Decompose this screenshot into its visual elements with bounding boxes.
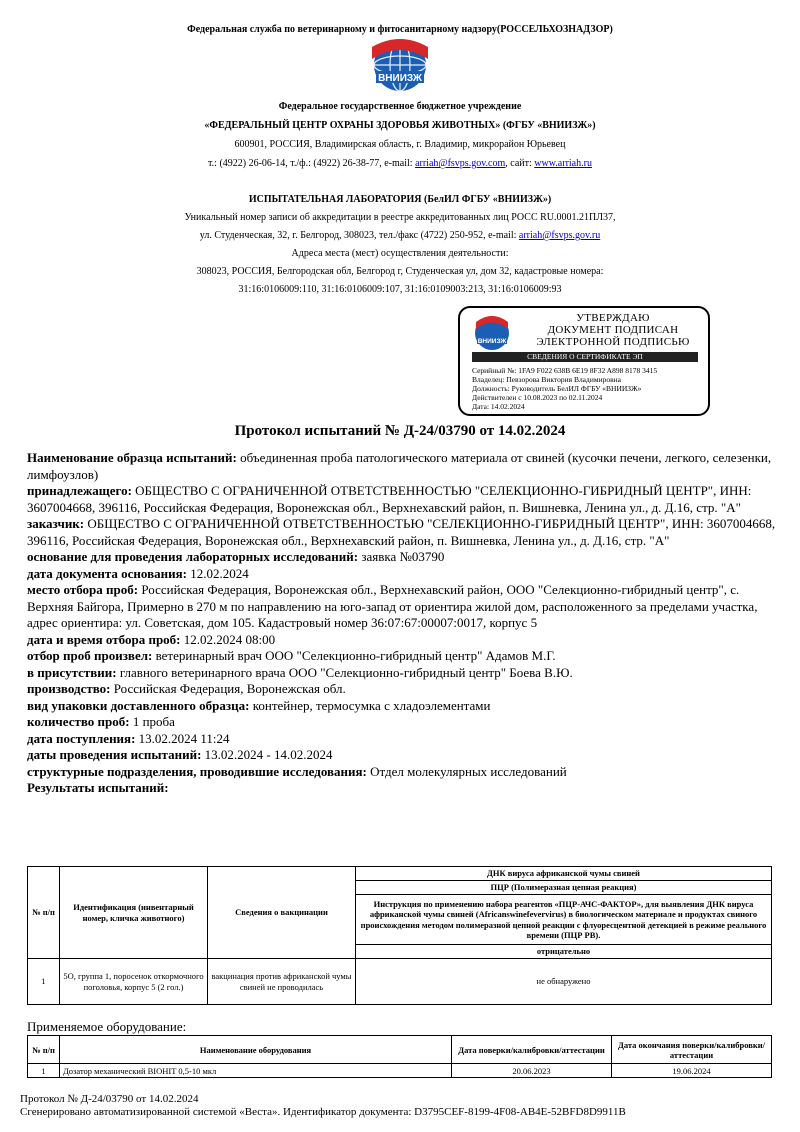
stamp-signature: ЭЛЕКТРОННОЙ ПОДПИСЬЮ [536, 336, 690, 348]
eq-col-num: № п/п [28, 1036, 60, 1064]
field-sampling-datetime [27, 632, 777, 649]
field-label: принадлежащего: [27, 483, 132, 498]
field-basis-date [27, 566, 777, 583]
institution-type: Федеральное государственное бюджетное учреждение [278, 101, 522, 112]
institution-contacts [0, 158, 800, 170]
stamp-serial: Серийный №: 1FA9 F022 638B 6E19 8F32 A898 8178 3415 [472, 366, 658, 375]
row-result: не обнаружено [356, 959, 772, 1005]
col-id-header: Идентификация (инвентарный номер, кличка животного) [60, 867, 208, 959]
field-label: производство: [27, 681, 111, 696]
field-value: ОБЩЕСТВО С ОГРАНИЧЕННОЙ ОТВЕТСТВЕННОСТЬЮ "СЕЛЕКЦИОННО-ГИБРИДНЫЙ ЦЕНТР", ИНН: 3607004668, 396116, Российская Федерация, Воронежская обл., Верхнехавский район, п. Вишневка, Ленина ул., д. Д.16, стр. "А" [27, 483, 752, 515]
activity-address: 308023, РОССИЯ, Белгородская обл, Белгород г, Студенческая ул, дом 32, кадастровые номера: [196, 266, 604, 277]
field-owner [27, 483, 777, 516]
eq-row-date: 20.06.2023 [452, 1064, 612, 1078]
field-received-date [27, 731, 777, 748]
results-table [27, 866, 772, 1005]
eq-col-name: Наименование оборудования [60, 1036, 452, 1064]
table-row [28, 1064, 772, 1078]
col-vacc-header: Сведения о вакцинации [208, 867, 356, 959]
stamp-valid: Действителен с 10.08.2023 по 02.11.2024 [472, 393, 603, 402]
stamp-logo [472, 314, 512, 352]
field-sampling-place [27, 582, 777, 632]
field-label: Результаты испытаний: [27, 780, 169, 795]
cadastral-numbers: 31:16:0106009:110, 31:16:0106009:107, 31:16:0109003:213, 31:16:0106009:93 [238, 284, 562, 295]
field-value: объединенная проба патологического материала от свиней (кусочки печени, легкого, селезенки, лимфоузлов) [27, 450, 772, 482]
row-id: 5О, группа 1, поросенок откормочного поголовья, корпус 5 (2 гол.) [60, 959, 208, 1005]
field-label: дата поступления: [27, 730, 136, 746]
institution-email-link[interactable]: arriah@fsvps.gov.com [415, 158, 506, 169]
field-value: 13.02.2024 11:24 [135, 730, 230, 746]
institution-logo [364, 37, 436, 95]
field-customer [27, 516, 777, 549]
lab-address-text: ул. Студенческая, 32, г. Белгород, 308023, тел./факс (4722) 250-952, e-mail: [199, 230, 519, 241]
institution-name: «ФЕДЕРАЛЬНЫЙ ЦЕНТР ОХРАНЫ ЗДОРОВЬЯ ЖИВОТНЫХ» (ФГБУ «ВНИИЗЖ») [204, 120, 596, 131]
lab-address [0, 230, 800, 242]
table-row [28, 959, 772, 1005]
eq-row-num: 1 [28, 1064, 60, 1078]
footer-protocol: Протокол № Д-24/03790 от 14.02.2024 [20, 1093, 199, 1105]
field-value: 12.02.2024 [186, 565, 249, 581]
field-label: дата документа основания: [27, 565, 187, 581]
equipment-label: Применяемое оборудование: [27, 1019, 187, 1034]
institution-address: 600901, РОССИЯ, Владимирская область, г. Владимир, микрорайон Юрьевец [234, 139, 566, 150]
activity-places-label: Адреса места (мест) осуществления деятельности: [291, 248, 509, 259]
field-label: количество проб: [27, 714, 130, 729]
field-value: Российская Федерация, Воронежская обл., Верхнехавский район, ООО "Селекционно-гибридный центр", с. Верхняя Байгора, Примерно в 270 м по направлению на юго-запад от ориентира жилой дом, расположенного за пределами участка, адрес ориентира: ул. Советская, дом 105. Кадастровый номер 36:07:67:00007:0017, корпус 5 [27, 582, 758, 630]
field-label: место отбора проб: [27, 582, 139, 597]
field-production [27, 681, 777, 698]
protocol-title: Протокол испытаний № Д-24/03790 от 14.02.2024 [234, 423, 566, 439]
field-value: 12.02.2024 08:00 [180, 631, 276, 647]
footer-generated: Сгенерировано автоматизированной системой «Веста». Идентификатор документа: D3795CEF-8199-4F08-AB4E-52BFD8D9911B [20, 1106, 626, 1118]
field-value: 13.02.2024 - 14.02.2024 [201, 747, 333, 762]
stamp-owner: Владелец: Певзорова Виктория Владимировна [472, 375, 621, 384]
field-in-presence [27, 665, 777, 682]
field-value: заявка №03790 [358, 549, 445, 564]
field-value: ветеринарный врач ООО "Селекционно-гибридный центр" Адамов М.Г. [152, 648, 556, 663]
stamp-logo-text: ВНИИЗЖ [477, 338, 507, 345]
field-label: вид упаковки доставленного образца: [27, 697, 250, 713]
stamp-position: Должность: Руководитель БелИЛ ФГБУ «ВНИИЗЖ» [472, 384, 642, 393]
method-header: ПЦР (Полимеразная цепная реакция) [356, 881, 772, 895]
lab-accreditation: Уникальный номер записи об аккредитации в реестре аккредитованных лиц РОСС RU.0001.21ПЛ37, [184, 212, 616, 223]
stamp-signed: ДОКУМЕНТ ПОДПИСАН [547, 324, 679, 336]
field-value: ОБЩЕСТВО С ОГРАНИЧЕННОЙ ОТВЕТСТВЕННОСТЬЮ "СЕЛЕКЦИОННО-ГИБРИДНЫЙ ЦЕНТР", ИНН: 3607004668, 396116, Российская Федерация, Воронежская обл., Верхнехавский район, п. Вишневка, Ленина ул., д. Д.16, стр. "А" [27, 516, 776, 548]
row-vacc: вакцинация против африканской чумы свиней не проводилась [208, 959, 356, 1005]
eq-col-end: Дата окончания поверки/калибровки/аттестации [612, 1036, 772, 1064]
field-label: Наименование образца испытаний: [27, 450, 237, 465]
field-sample-name [27, 450, 777, 483]
field-label: заказчик: [27, 516, 85, 531]
field-label: дата и время отбора проб: [27, 631, 181, 647]
contacts-text: т.: (4922) 26-06-14, т./ф.: (4922) 26-38-77, e-mail: [208, 158, 416, 169]
stamp-approve: УТВЕРЖДАЮ [576, 312, 650, 324]
results-heading [27, 780, 777, 797]
lab-title: ИСПЫТАТЕЛЬНАЯ ЛАБОРАТОРИЯ (БелИЛ ФГБУ «ВНИИЗЖ») [248, 194, 552, 205]
footer [20, 1093, 626, 1119]
equipment-table [27, 1035, 772, 1078]
instruction-header: Инструкция по применению набора реагентов «ПЦР-АЧС-ФАКТОР», для выявления ДНК вируса африканской чумы свиней (Africanswinefevervirus) в биологическом материале и продуктах свиного происхождения методом полимеразной цепной реакции с флуоресцентной детекцией в режиме реального времени (ПЦР РВ). [356, 895, 772, 945]
stamp-title [520, 312, 706, 348]
institution-site-link[interactable]: www.arriah.ru [534, 158, 592, 169]
field-packaging [27, 698, 777, 715]
field-label: даты проведения испытаний: [27, 747, 202, 762]
field-label: основание для проведения лабораторных исследований: [27, 549, 359, 564]
norm-header: отрицательно [356, 945, 772, 959]
field-basis [27, 549, 777, 566]
col-num-header: № п/п [28, 867, 60, 959]
stamp-cert-bar: СВЕДЕНИЯ О СЕРТИФИКАТЕ ЭП [472, 352, 698, 362]
field-value: 1 проба [129, 714, 175, 729]
eq-col-date: Дата поверки/калибровки/аттестации [452, 1036, 612, 1064]
field-value: Российская Федерация, Воронежская обл. [110, 681, 346, 696]
field-departments [27, 764, 777, 781]
sample-fields [27, 450, 777, 797]
field-label: структурные подразделения, проводившие исследования: [27, 763, 367, 779]
field-test-dates [27, 747, 777, 764]
test-name-header: ДНК вируса африканской чумы свиней [356, 867, 772, 881]
row-num: 1 [28, 959, 60, 1005]
field-label: в присутствии: [27, 664, 117, 680]
eq-row-name: Дозатор механический BIOHIT 0,5-10 мкл [60, 1064, 452, 1078]
field-sampled-by [27, 648, 777, 665]
stamp-date: Дата: 14.02.2024 [472, 402, 525, 411]
field-label: отбор проб произвел: [27, 648, 153, 663]
field-value: контейнер, термосумка с хладоэлементами [249, 697, 491, 713]
logo-text: ВНИИЗЖ [378, 73, 422, 84]
lab-email-link[interactable]: arriah@fsvps.gov.ru [518, 230, 601, 241]
field-sample-count [27, 714, 777, 731]
eq-row-end: 19.06.2024 [612, 1064, 772, 1078]
site-prefix: , сайт: [505, 158, 535, 169]
field-value: главного ветеринарного врача ООО "Селекционно-гибридный центр" Боева В.Ю. [116, 664, 573, 680]
stamp-cert-info [472, 366, 657, 411]
agency-name: Федеральная служба по ветеринарному и фитосанитарному надзору(РОССЕЛЬХОЗНАДЗОР) [187, 24, 613, 35]
e-signature-stamp [458, 306, 710, 416]
field-value: Отдел молекулярных исследований [366, 763, 567, 779]
